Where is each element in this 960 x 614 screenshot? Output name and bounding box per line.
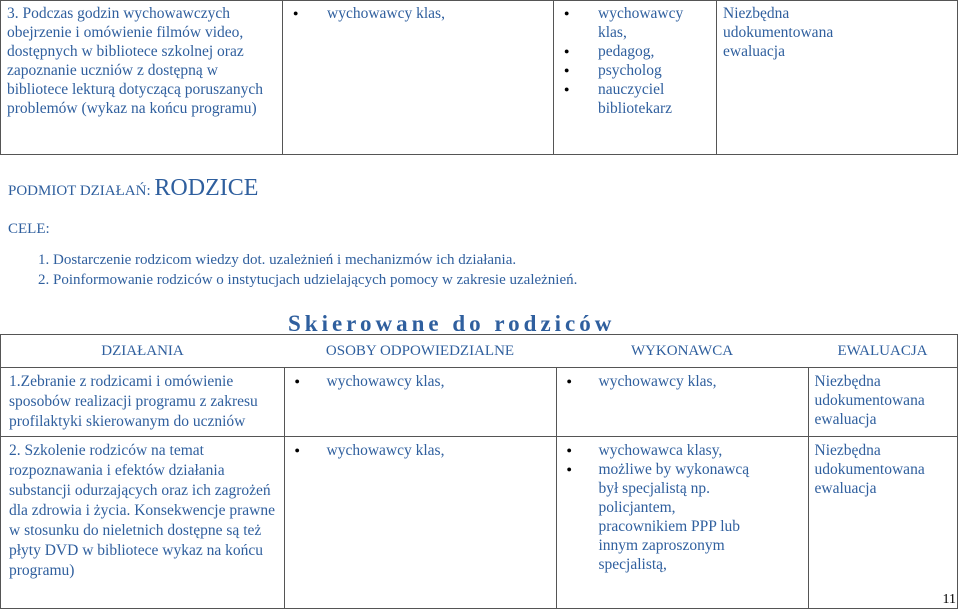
header-evaluation: EWALUACJA: [808, 335, 958, 368]
list-item: ● możliwe by wykonawcą był specjalistą np. policjantem, pracownikiem PPP lub innym zaproszonym specjalistą,: [563, 460, 753, 574]
header-responsible: OSOBY ODPOWIEDZIALNE: [284, 335, 556, 368]
page-number: 11: [942, 592, 956, 607]
actions-table: [0, 334, 958, 609]
responsible-cell: [284, 368, 556, 437]
evaluation-text: Niezbędna udokumentowana ewaluacja: [814, 373, 925, 428]
activity-text: 3. Podczas godzin wychowawczych obejrzenie i omówienie filmów video, dostępnych w bibliotece szkolnej oraz zapoznanie uczniów z dostępną w bibliotece lekturą dotyczącą poruszanych problemów (wykaz na końcu programu): [7, 5, 264, 117]
list-item: ● wychowawcy klas,: [563, 372, 802, 391]
section-subject: RODZICE: [154, 175, 259, 201]
executor-cell: [556, 437, 808, 609]
evaluation-cell: [808, 368, 958, 437]
top-table: [0, 0, 958, 155]
executors-cell: [554, 1, 717, 155]
responsible-cell: [284, 437, 556, 609]
activity-cell: [1, 437, 285, 609]
section-title: [8, 175, 258, 202]
activity-text: 1.Zebranie z rodzicami i omówienie sposobów realizacji programu z zakresu profilaktyki skierowanym do uczniów: [9, 373, 258, 430]
header-executor: WYKONAWCA: [556, 335, 808, 368]
evaluation-text: Niezbędna udokumentowana ewaluacja: [723, 5, 834, 60]
responsible-cell: [283, 1, 554, 155]
evaluation-cell: [808, 437, 958, 609]
table-header-row: [1, 335, 958, 368]
list-item: ● nauczyciel bibliotekarz: [560, 80, 710, 118]
goal-item: 1. Dostarczenie rodzicom wiedzy dot. uzależnień i mechanizmów ich działania.: [38, 252, 517, 268]
list-item: ● wychowawcy klas,: [291, 441, 550, 460]
list-item: ● wychowawcy klas,: [291, 372, 550, 391]
header-actions: DZIAŁANIA: [1, 335, 285, 368]
section-prefix: PODMIOT DZIAŁAŃ:: [8, 183, 155, 199]
activity-cell: [1, 1, 283, 155]
activity-text: 2. Szkolenie rodziców na temat rozpoznawania i efektów działania substancji odurzających oraz ich zagrożeń dla zdrowia i życia. Konsekwencje prawne w stosunku do nieletnich dostępne są też płyty DVD w bibliotece wykaz na końcu programu): [9, 442, 275, 579]
goal-item: 2. Poinformowanie rodziców o instytucjach udzielających pomocy w zakresie uzależnień.: [38, 272, 578, 288]
activity-cell: [1, 368, 285, 437]
table-row: [1, 437, 958, 609]
evaluation-cell: [717, 1, 958, 155]
list-item: ● psycholog: [560, 61, 710, 80]
evaluation-text: Niezbędna udokumentowana ewaluacja: [814, 442, 925, 497]
table-banner: Skierowane do rodziców: [288, 311, 616, 336]
list-item: ● wychowawcy klas,: [289, 4, 547, 23]
list-item: ● wychowawca klasy,: [563, 441, 753, 460]
table-row: [1, 368, 958, 437]
list-item: ● wychowawcy klas,: [560, 4, 710, 42]
executor-cell: [556, 368, 808, 437]
goals-label: CELE:: [8, 221, 50, 237]
list-item: ● pedagog,: [560, 42, 710, 61]
table-row: [1, 1, 958, 155]
